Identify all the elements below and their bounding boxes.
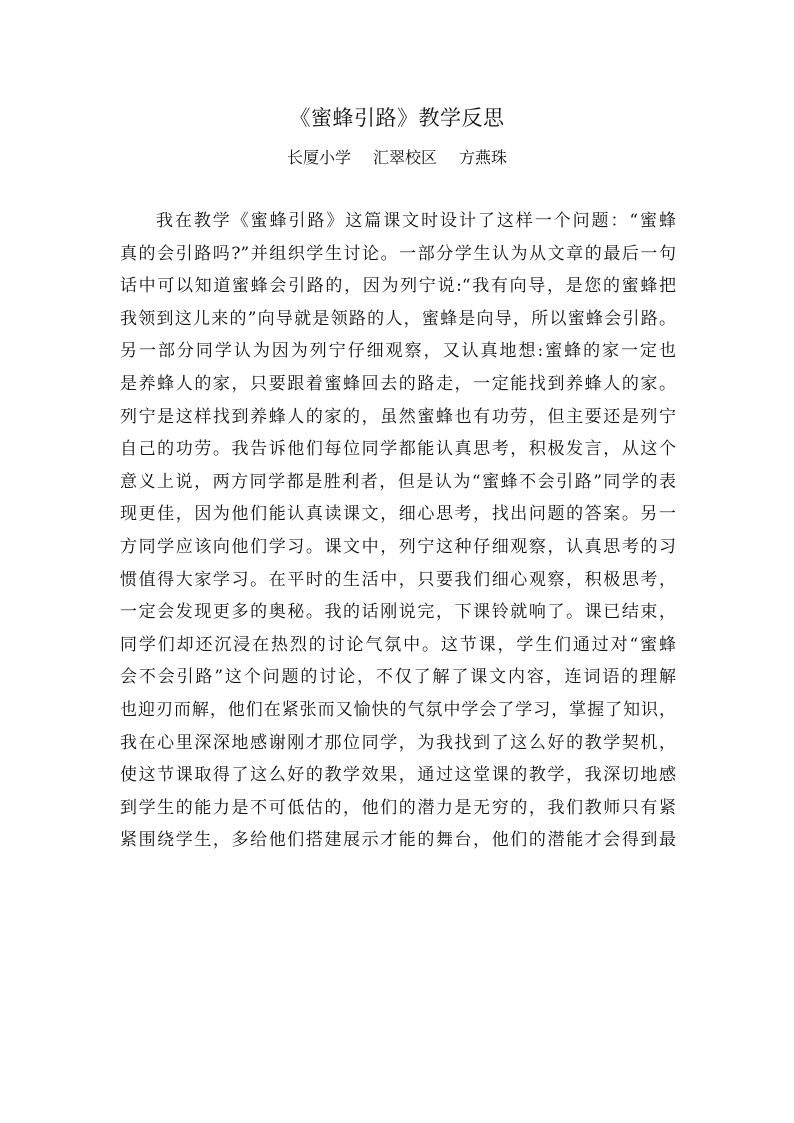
text-line: 我在心里深深地感谢刚才那位同学，为我找到了这么好的教学契机， <box>120 732 676 753</box>
text-line: 真的会引路吗?”并组织学生讨论。一部分学生认为从文章的最后一句 <box>120 243 676 264</box>
text-line: 使这节课取得了这么好的教学效果，通过这堂课的教学，我深切地感 <box>120 765 676 786</box>
text-line: 到学生的能力是不可低估的，他们的潜力是无穷的，我们教师只有紧 <box>120 797 676 818</box>
school-name: 长厦小学 <box>286 148 351 167</box>
campus-name: 汇翠校区 <box>372 148 437 167</box>
text-line: 方同学应该向他们学习。课文中，列宁这种仔细观察，认真思考的习 <box>120 536 676 557</box>
text-line: 会不会引路”这个问题的讨论，不仅了解了课文内容，连词语的理解 <box>120 667 676 688</box>
text-line: 现更佳，因为他们能认真读课文，细心思考，找出问题的答案。另一 <box>120 504 676 525</box>
body-paragraph <box>120 205 676 857</box>
text-line: 也迎刃而解，他们在紧张而又愉快的气氛中学会了学习，掌握了知识， <box>120 699 676 720</box>
text-line: 我在教学《蜜蜂引路》这篇课文时设计了这样一个问题：“蜜蜂 <box>156 211 676 231</box>
text-line: 是养蜂人的家，只要跟着蜜蜂回去的路走，一定能找到养蜂人的家。 <box>120 373 676 394</box>
text-line: 紧围绕学生，多给他们搭建展示才能的舞台，他们的潜能才会得到最 <box>120 830 676 851</box>
text-line: 惯值得大家学习。在平时的生活中，只要我们细心观察，积极思考， <box>120 569 676 590</box>
text-line: 自己的功劳。我告诉他们每位同学都能认真思考，积极发言，从这个 <box>120 439 676 460</box>
text-line: 话中可以知道蜜蜂会引路的，因为列宁说:“我有向导，是您的蜜蜂把 <box>120 276 676 297</box>
author-byline <box>0 145 794 171</box>
text-line: 列宁是这样找到养蜂人的家的，虽然蜜蜂也有功劳，但主要还是列宁 <box>120 406 676 427</box>
document-title: 《蜜蜂引路》教学反思 <box>289 106 505 130</box>
text-line: 另一部分同学认为因为列宁仔细观察，又认真地想:蜜蜂的家一定也 <box>120 341 676 362</box>
author-name: 方燕珠 <box>459 148 508 167</box>
text-line: 一定会发现更多的奥秘。我的话刚说完，下课铃就响了。课已结束， <box>120 602 676 623</box>
text-line: 同学们却还沉浸在热烈的讨论气氛中。这节课，学生们通过对“蜜蜂 <box>120 634 676 655</box>
text-line: 我领到这儿来的”向导就是领路的人，蜜蜂是向导，所以蜜蜂会引路。 <box>120 308 676 329</box>
text-line: 意义上说，两方同学都是胜利者，但是认为“蜜蜂不会引路”同学的表 <box>120 471 676 492</box>
